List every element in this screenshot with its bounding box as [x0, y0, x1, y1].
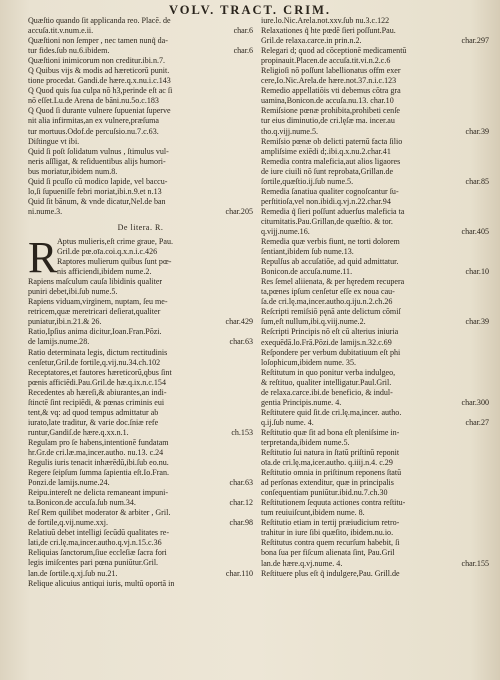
index-line [261, 559, 489, 569]
index-line [261, 76, 489, 86]
index-line-text: Quid ſi pcuſſo cū modico lapide, vel baccu- [28, 176, 168, 186]
index-line-text: Recedentes ab hæreſi,& abiurantes,an indi- [28, 387, 167, 397]
index-line [28, 518, 253, 528]
index-line-text: ampliſsime exiēdi d;.ibi.q.x.nu.2.char.41 [261, 146, 391, 156]
index-line-text: Aptus mulieris,eſt crime graue, Pau. [57, 236, 173, 246]
page-reference: char.39 [465, 126, 489, 136]
index-line [57, 257, 253, 267]
index-line [28, 327, 253, 337]
index-line-text: nis afficiendi,ibidem nume.2. [57, 267, 152, 277]
index-line-text: Remiſsio pœnæ ob delicti paternū facta ſilio [261, 136, 403, 146]
index-line [261, 217, 489, 227]
index-line [261, 157, 489, 167]
index-line [261, 297, 489, 307]
index-line-text: Repulſus ab accuſatiōe, ad quid admittatur. [261, 257, 399, 267]
index-line [261, 518, 489, 528]
index-line-text: Remedio appellatiōis vti debemus cōtra gra [261, 86, 401, 96]
page-reference: char.85 [465, 176, 489, 186]
index-line-text: Reſtitutus contra quem recurſum habebit, ſi [261, 538, 400, 548]
index-line-text: hr.Gr.de cri.læ.ma,incer.autho. nu.13. c.24 [28, 447, 164, 457]
index-line [261, 257, 489, 267]
index-line-text: propinauit.Placen.de accuſa.tit.vi.n.2.c.6 [261, 56, 391, 66]
index-line [28, 197, 253, 207]
index-line [261, 96, 489, 106]
index-line [28, 16, 253, 26]
index-line [28, 358, 253, 368]
index-line-text: Remedia q̃ ſieri poſſunt aduerſus maleficia ta [261, 206, 405, 216]
index-line-text: Regere ſeipſum ſumma ſapientia eſt.Io.Fran. [28, 468, 170, 478]
index-line [261, 277, 489, 287]
index-line-text: accuſa.tit.v.num.e.ii. [28, 26, 94, 36]
index-line-text: Rapiens viduam,virginem, nuptam, ſeu me- [28, 297, 168, 307]
index-line-text: ſum,eſt nullum,ibi.q.viij.nume.2. [261, 317, 366, 327]
right-column [261, 16, 489, 579]
index-line-text: Reſtitutio omnia in priſtinum reponens ſtatū [261, 468, 402, 478]
index-line-text: Religioſi nō poſſunt labellionatus offm exer [261, 66, 401, 76]
index-line-text: tur mortuus.Odof.de percuſsio.nu.7.c.63. [28, 126, 159, 136]
page-reference: char.10 [465, 267, 489, 277]
index-line [28, 508, 253, 518]
index-line-text: Reſcripti Principis nō eſt cū alterius iniuria [261, 327, 399, 337]
index-line [28, 127, 253, 137]
index-line [261, 569, 489, 579]
index-line [261, 338, 489, 348]
index-line [261, 127, 489, 137]
index-line [261, 227, 489, 237]
index-line-text: retricem,quæ meretricari deſierat,qualiter [28, 307, 161, 317]
index-line-text: ſtinctē ſint recipiēdi, & pœnas criminis eui [28, 397, 165, 407]
index-line-text: tione procedat. Gandi.de hære.q.x.nu.i.c.143 [28, 76, 171, 86]
index-line [261, 267, 489, 277]
index-line-text: puniri debet,ibi.ſub nume.5. [28, 287, 118, 297]
index-line [28, 348, 253, 358]
index-line-text: Reipu.intereſt ne delicta remaneant impuni- [28, 488, 169, 498]
page-reference: ch.153 [231, 427, 253, 437]
section-title: De litera. R. [117, 222, 164, 232]
index-line [261, 528, 489, 538]
index-line [28, 147, 253, 157]
index-line [57, 237, 253, 247]
index-line-text: Reſtitutio quæ ſit ad bona eſt pleniſsime in- [261, 427, 400, 437]
index-line-text: conſequentiam puniūtur.ibid.nu.7.ch.30 [261, 488, 388, 498]
index-line [28, 66, 253, 76]
index-line-text: lo,ſi ſupueniſſe febri moriat,ibi.n.9.et n.13 [28, 186, 162, 196]
index-line [261, 237, 489, 247]
index-line [28, 528, 253, 538]
index-line [261, 428, 489, 438]
index-line-text: Q Quod ſi durante vulnere ſupueniat ſuperve [28, 106, 171, 116]
left-column [28, 16, 253, 589]
index-line-text: Quid ſi poſt ſolidatum vulnus , ſtimulus vul- [28, 146, 169, 156]
index-line [28, 277, 253, 287]
index-line [261, 207, 489, 217]
index-line-text: tho.q.vijj.nume.5. [261, 126, 318, 136]
index-line-text: tur fides.ſub nu.6.ibidem. [28, 46, 110, 56]
page-reference: char.297 [461, 36, 489, 46]
index-line-text: Quæſtioni non ſemper , nec tamen nunq̃ da- [28, 36, 168, 46]
right-entries [261, 16, 489, 579]
page-reference: char.63 [229, 478, 253, 488]
index-line-text: runtur,Gandiſ.de hære.q.xx.n.1. [28, 427, 129, 437]
index-line [28, 46, 253, 56]
index-line-text: ni.nume.3. [28, 206, 63, 216]
index-line-text: Regulis iuris tenacit inhærēdū,ibi.ſub eo.nu. [28, 458, 169, 468]
index-line-text: Reſtitutionem ſequuta actiones contra reſtitu- [261, 498, 406, 508]
index-line-text: nō eſſet.Lu.de Arena de bāni.nu.5o.c.183 [28, 96, 159, 106]
index-line [261, 66, 489, 76]
index-line [28, 207, 253, 217]
index-line [261, 26, 489, 36]
index-line-text: Relaxationes q̃ hte pœdē ſieri poſſunt.Pau. [261, 26, 396, 36]
index-line [28, 307, 253, 317]
index-line [28, 418, 253, 428]
index-line-text: perſtitioſa,vel non.ibidi.q.vj.n.22.char.94 [261, 196, 391, 206]
index-line [261, 177, 489, 187]
index-line-text: Res ſemel aliienata, & per hęredem recupera [261, 277, 405, 287]
index-line [28, 579, 253, 589]
dropcap-letter: R [28, 232, 58, 282]
index-line [28, 428, 253, 438]
index-line [28, 76, 253, 86]
index-line [261, 488, 489, 498]
index-line [261, 508, 489, 518]
index-line [28, 398, 253, 408]
index-line [261, 548, 489, 558]
index-line [261, 307, 489, 317]
page-reference: char.6 [233, 26, 253, 36]
index-line-text: puniatur,ibi.n.21.& 26. [28, 317, 102, 327]
index-line-text: Reſtitutum in quo ponitur verba indulgeo, [261, 367, 396, 377]
index-line-text: de fortile,q.vij.nume.xxj. [28, 518, 109, 528]
index-line [28, 167, 253, 177]
index-line-text: exequēdā.lo.Frā.Pōzi.de lamijs.n.32.c.69 [261, 337, 392, 347]
index-line [28, 378, 253, 388]
index-line-text: Reliquias ſanctorum,ſiue eccleſiæ ſacra fori [28, 548, 167, 558]
index-line-text: iure.lo.Nic.Arela.not.xxv.ſub nu.3.c.122 [261, 16, 390, 25]
page-reference: char.405 [461, 226, 489, 236]
index-line [28, 468, 253, 478]
page-reference: char.63 [229, 337, 253, 347]
index-line-text: Gril.de pœ.oīa.coi.q.x.n.i.c.426 [57, 247, 158, 257]
index-line [28, 187, 253, 197]
index-line [261, 86, 489, 96]
index-line-text: loſophicum,ibidem nume. 35. [261, 357, 356, 367]
index-line [261, 167, 489, 177]
index-line [57, 247, 253, 257]
index-line [28, 116, 253, 126]
index-line-text: Reſtitutio ſui natura in ſtatū priſtinū reponit [261, 448, 400, 458]
index-line-text: neris aſſligat, & reſiduentibus alijs humori- [28, 156, 166, 166]
index-line-text: cenſetur,Gril.de fortile,q.vij.nu.34.ch.102 [28, 357, 161, 367]
index-line [261, 56, 489, 66]
index-line-text: gentia Principis.nume. 4. [261, 397, 342, 407]
left-entries-bottom [28, 277, 253, 588]
index-line-text: ſentiant,ibidem ſub nume.13. [261, 247, 354, 257]
index-line [28, 368, 253, 378]
index-line-text: Raptores mulierum quibus ſunt pœ- [57, 257, 172, 267]
index-line-text: Diſtingue vt ibi. [28, 136, 80, 146]
index-line [261, 468, 489, 478]
index-line-text: de iure ciuili nō ſunt reprobata,Grillan.de [261, 166, 394, 176]
index-line [261, 358, 489, 368]
index-line-text: Rapiens maſculum cauſa libidinis qualiter [28, 277, 163, 287]
index-line-text: bus moriatur,ibidem num.8. [28, 166, 118, 176]
index-line [261, 116, 489, 126]
index-line-text: Q Quibus vijs & modis ad hæreticorū punit. [28, 66, 170, 76]
index-line [28, 388, 253, 398]
index-line [28, 106, 253, 116]
index-line-text: Q Quod quis ſua culpa nō h3,perinde eſt ac ſi [28, 86, 173, 96]
index-line-text: Receptatores,et fautores hæreticorū,qbus ſint [28, 367, 172, 377]
index-line [28, 96, 253, 106]
index-line [261, 287, 489, 297]
index-line [28, 569, 253, 579]
index-line-text: iurato,late traditur, & varie doc.ſniæ refe [28, 417, 159, 427]
index-line-text: Quæſtio quando ſit applicanda reo. Placē. de [28, 16, 171, 25]
index-line-text: legis imiſcentes pari pœna puniūtur.Gril. [28, 558, 159, 568]
index-line [28, 548, 253, 558]
index-line [261, 16, 489, 26]
index-line [28, 157, 253, 167]
index-line-text: ad perſonas extenditur, quæ in principalis [261, 478, 394, 488]
index-line [261, 106, 489, 116]
index-line-text: Reſtitutere quid ſit.de cri.lę.ma,incer. autho. [261, 407, 402, 417]
index-line-text: Gril.de relaxa.carce.in prin.n.2. [261, 36, 362, 46]
index-line [28, 177, 253, 187]
index-line-text: Remedia contra maleficia,aut alios ligaores [261, 156, 401, 166]
index-line [28, 337, 253, 347]
index-line-text: Remedia quæ verbis fiunt, ne torti dolorem [261, 237, 400, 247]
index-line [28, 408, 253, 418]
index-line [261, 438, 489, 448]
index-line [28, 488, 253, 498]
index-line-text: ta,pœnes ipſum cenſetur eſſe ex noua cau- [261, 287, 395, 297]
index-line-text: Quæſtioni inimicorum non creditur.ibi.n.7. [28, 56, 166, 66]
index-line [261, 36, 489, 46]
index-line-text: tent,& vq: ad quod tempus admittatur ab [28, 407, 159, 417]
index-line [28, 538, 253, 548]
index-line [261, 448, 489, 458]
index-line-text: tur eius diminutio,de cri.lęſæ ma. incer.au [261, 116, 395, 126]
index-line-text: Reſpondere per verbum dubitatiuum eſt phi [261, 347, 401, 357]
index-line [28, 317, 253, 327]
index-line [28, 558, 253, 568]
index-line-text: bona ſua per fiſcum alienata ſint, Pau.Gril [261, 548, 395, 558]
index-line-text: citurnitatis.Pau.Grillan,de quæſtio. & tor. [261, 216, 393, 226]
index-line [261, 368, 489, 378]
page-reference: char.27 [465, 417, 489, 427]
page-reference: char.300 [461, 397, 489, 407]
left-entries-top [28, 16, 253, 217]
index-line [28, 36, 253, 46]
index-line-text: ſa.de cri.lę.ma,incer.autho.q.iju.n.2.ch.26 [261, 297, 393, 307]
index-line [28, 287, 253, 297]
index-line-text: q.vijj.nume.16. [261, 226, 310, 236]
index-line-text: ta.Bonicon.de accuſa.ſub num.34. [28, 498, 136, 508]
index-line [261, 408, 489, 418]
index-line-text: uamina,Bonicon.de accuſa.nu.13. char.10 [261, 96, 394, 106]
index-line [261, 197, 489, 207]
index-line-text: Ponzi.de lamijs.nume.24. [28, 478, 110, 488]
index-line-text: Remiſsione pœnæ prohibita,prohibeti cenſe [261, 106, 401, 116]
index-line-text: tum reuiuiſcunt,ibidem nume. 8. [261, 508, 365, 518]
index-line-text: lati,de cri.lę.ma,incer.autho.q.vj.n.15.c.36 [28, 538, 162, 548]
index-line-text: Ratio,Ipſius anima dicitur,Ioan.Fran.Pōzi. [28, 327, 162, 337]
index-line [28, 297, 253, 307]
index-line [28, 458, 253, 468]
index-line-text: Reſcripti remiſsiō pęnā ante delictum cōmiſ [261, 307, 401, 317]
index-line [57, 267, 253, 277]
page-reference: char.155 [461, 558, 489, 568]
page-reference: char.429 [225, 317, 253, 327]
index-line [261, 458, 489, 468]
index-line-text: lan.de ſortile.q.xj.ſub nu.21. [28, 568, 118, 578]
index-line-text: lan.de hære.q.vj.nume. 4. [261, 558, 343, 568]
index-line [261, 378, 489, 388]
index-line [261, 348, 489, 358]
index-line-text: Ratio determinata legis, dictum rectitudinis [28, 347, 168, 357]
index-line [261, 327, 489, 337]
index-line [261, 498, 489, 508]
index-line-text: Remedia ſanatiua qualiter cognoſcantur ſu- [261, 186, 399, 196]
index-line [261, 478, 489, 488]
index-line-text: trahitur in iure ſibi quæſito, ibidem.nu.io. [261, 528, 394, 538]
index-line [261, 418, 489, 428]
index-line [28, 26, 253, 36]
index-line-text: Relegari d; quod ad cōceptionē medicamentū [261, 46, 407, 56]
index-line [28, 438, 253, 448]
index-line [261, 147, 489, 157]
index-line [28, 137, 253, 147]
index-line-text: pœnis afficiēdi.Pau.Gril.de hæ.q.ix.n.c.154 [28, 377, 166, 387]
page-reference: char.12 [229, 498, 253, 508]
page-reference: char.205 [225, 206, 253, 216]
index-line-text: & reſtituo, qualiter intelligatur.Paul.Gril. [261, 377, 392, 387]
index-line [28, 448, 253, 458]
index-line-text: de relaxa.carce.ibi.de beneficio, & indul- [261, 387, 393, 397]
index-line [261, 187, 489, 197]
index-line [261, 388, 489, 398]
index-line-text: Bonicon.de accuſa.nume.11. [261, 267, 353, 277]
page-reference: char.98 [229, 518, 253, 528]
index-line-text: Reſ Rem quilibet moderator & arbiter , Gril. [28, 508, 171, 518]
index-line-text: de lamijs.nume.28. [28, 337, 90, 347]
index-line-text: ſortile,quæſtio.ij.ſub nume.5. [261, 176, 354, 186]
index-line [28, 86, 253, 96]
index-line-text: Reſtitutio etiam in tertij præiudicium retro- [261, 518, 400, 528]
index-line [261, 538, 489, 548]
index-line [261, 247, 489, 257]
index-line-text: terpretanda,ibidem nume.5. [261, 437, 350, 447]
index-line [261, 317, 489, 327]
index-line [28, 56, 253, 66]
page-reference: char.6 [233, 46, 253, 56]
index-line [28, 498, 253, 508]
index-line-text: Quid ſit bānum, & vnde dicatur,Nel.de ban [28, 196, 166, 206]
index-line-text: Reſtituere plus eſt q̃ indulgere,Pau. Grill.de [261, 568, 400, 578]
index-line [261, 398, 489, 408]
index-line-text: q.ij.ſub nume. 4. [261, 417, 314, 427]
running-header: VOLV. TRACT. CRIM. [168, 3, 332, 17]
index-line-text: oīa.de cri.lę.ma,icer.autho. q.iiij.n.4. c.29 [261, 458, 393, 468]
index-line-text: Regulam pro ſe habens,intentionē fundatam [28, 437, 169, 447]
index-line-text: cere,Io.Nic.Arela.de hære.not.37.n.i.c.123 [261, 76, 397, 86]
index-line-text: nit alia infirmitas,an ex vulnere,præſuma [28, 116, 159, 126]
index-line [261, 137, 489, 147]
page-reference: char.39 [465, 317, 489, 327]
page-reference: char.110 [225, 568, 253, 578]
index-line [261, 46, 489, 56]
index-line-text: Relatiuū debet intelligi ſecūdū qualitates re- [28, 528, 169, 538]
index-line [28, 478, 253, 488]
index-line-text: Relique alicuius antiqui iuris, multū oportā in [28, 578, 175, 588]
